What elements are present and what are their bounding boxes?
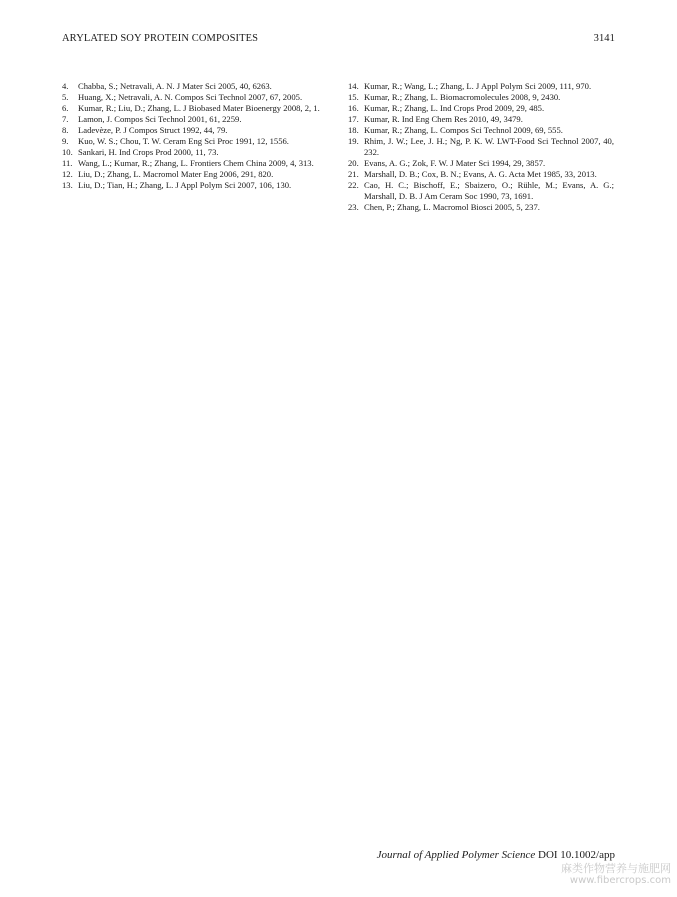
reference-item — [348, 158, 614, 169]
reference-item — [62, 103, 328, 114]
reference-text: Rhim, J. W.; Lee, J. H.; Ng, P. K. W. LWT-Food Sci Technol 2007, 40, 232. — [364, 136, 614, 157]
reference-text: Kumar, R.; Wang, L.; Zhang, L. J Appl Polym Sci 2009, 111, 970. — [364, 81, 592, 91]
reference-item — [62, 125, 328, 136]
reference-number: 8. — [62, 125, 69, 135]
reference-number: 6. — [62, 103, 69, 113]
reference-item — [62, 81, 328, 92]
reference-item — [348, 92, 614, 103]
reference-item — [348, 202, 614, 213]
reference-number: 9. — [62, 136, 69, 146]
reference-number: 5. — [62, 92, 69, 102]
reference-text: Huang, X.; Netravali, A. N. Compos Sci Technol 2007, 67, 2005. — [78, 92, 303, 102]
reference-item — [62, 114, 328, 125]
reference-number: 16. — [348, 103, 359, 113]
reference-number: 22. — [348, 180, 359, 190]
reference-text: Ladevèze, P. J Compos Struct 1992, 44, 79. — [78, 125, 228, 135]
reference-item — [62, 158, 328, 169]
reference-item — [348, 125, 614, 136]
reference-text: Chabba, S.; Netravali, A. N. J Mater Sci 2005, 40, 6263. — [78, 81, 272, 91]
reference-text: Liu, D.; Tian, H.; Zhang, L. J Appl Polym Sci 2007, 106, 130. — [78, 180, 292, 190]
reference-text: Sankari, H. Ind Crops Prod 2000, 11, 73. — [78, 147, 219, 157]
reference-number: 23. — [348, 202, 359, 212]
watermark-url: www.fibercrops.com — [569, 875, 671, 886]
reference-item — [62, 169, 328, 180]
reference-item — [348, 114, 614, 125]
reference-number: 19. — [348, 136, 359, 146]
reference-text: Evans, A. G.; Zok, F. W. J Mater Sci 1994, 29, 3857. — [364, 158, 546, 168]
reference-text: Kumar, R.; Zhang, L. Compos Sci Technol 2009, 69, 555. — [364, 125, 563, 135]
running-head — [62, 33, 615, 47]
reference-item — [62, 147, 328, 158]
reference-number: 17. — [348, 114, 359, 124]
reference-text: Kumar, R.; Liu, D.; Zhang, L. J Biobased Mater Bioenergy 2008, 2, 1. — [78, 103, 320, 113]
reference-item — [62, 92, 328, 103]
reference-text: Liu, D.; Zhang, L. Macromol Mater Eng 2006, 291, 820. — [78, 169, 274, 179]
footer-journal-name: Journal of Applied Polymer Science — [376, 849, 536, 861]
reference-text: Cao, H. C.; Bischoff, E.; Sbaizero, O.; Rühle, M.; Evans, A. G.; Marshall, D. B. J Am Ceram Soc 1990, 73, 1691. — [364, 180, 614, 201]
reference-number: 21. — [348, 169, 359, 179]
reference-text: Kuo, W. S.; Chou, T. W. Ceram Eng Sci Proc 1991, 12, 1556. — [78, 136, 289, 146]
reference-item — [348, 136, 614, 158]
reference-number: 14. — [348, 81, 359, 91]
reference-number: 7. — [62, 114, 69, 124]
page-number: 3141 — [593, 33, 615, 44]
references-left-column — [62, 81, 328, 191]
reference-item — [62, 136, 328, 147]
reference-text: Chen, P.; Zhang, L. Macromol Biosci 2005, 5, 237. — [364, 202, 540, 212]
reference-text: Kumar, R.; Zhang, L. Biomacromolecules 2008, 9, 2430. — [364, 92, 561, 102]
reference-item — [348, 180, 614, 202]
footer-doi: DOI 10.1002/app — [538, 849, 615, 861]
references-right-column — [348, 81, 614, 213]
reference-number: 11. — [62, 158, 73, 168]
reference-number: 12. — [62, 169, 73, 179]
reference-item — [62, 180, 328, 191]
reference-number: 20. — [348, 158, 359, 168]
reference-number: 15. — [348, 92, 359, 102]
reference-text: Kumar, R. Ind Eng Chem Res 2010, 49, 3479. — [364, 114, 523, 124]
running-title: ARYLATED SOY PROTEIN COMPOSITES — [62, 33, 259, 44]
watermark-chinese: 麻类作物营养与施肥网 — [561, 862, 671, 875]
reference-text: Kumar, R.; Zhang, L. Ind Crops Prod 2009, 29, 485. — [364, 103, 545, 113]
reference-text: Lamon, J. Compos Sci Technol 2001, 61, 2259. — [78, 114, 242, 124]
reference-number: 13. — [62, 180, 73, 190]
reference-text: Wang, L.; Kumar, R.; Zhang, L. Frontiers Chem China 2009, 4, 313. — [78, 158, 314, 168]
journal-footer — [377, 849, 615, 861]
reference-item — [348, 103, 614, 114]
reference-text: Marshall, D. B.; Cox, B. N.; Evans, A. G. Acta Met 1985, 33, 2013. — [364, 169, 597, 179]
reference-number: 4. — [62, 81, 69, 91]
reference-item — [348, 81, 614, 92]
reference-item — [348, 169, 614, 180]
reference-number: 10. — [62, 147, 73, 157]
site-watermark — [541, 862, 671, 887]
reference-number: 18. — [348, 125, 359, 135]
